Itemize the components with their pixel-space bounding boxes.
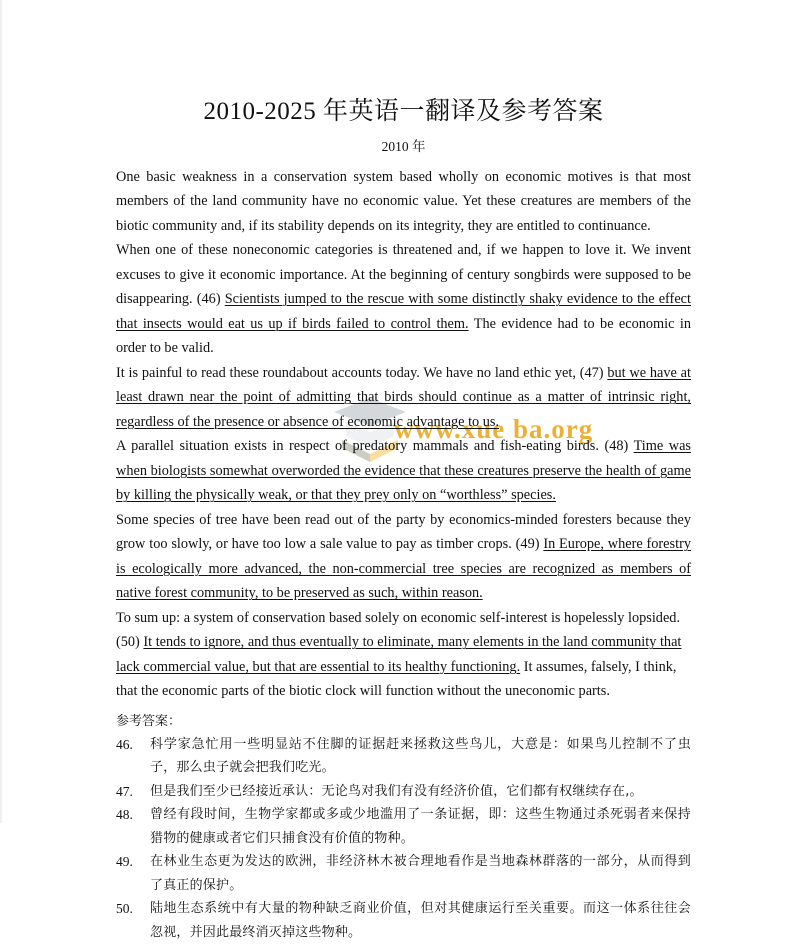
answer-row: [116, 780, 691, 804]
passage-text-run: One basic weakness in a conservation system based wholly on economic motives is that most members of the land community have no economic value. Yet these creatures are members of the biotic community and, if its stability depends on its integrity, they are entitled to continuance.: [116, 168, 691, 234]
answer-number: 47.: [116, 783, 133, 799]
answer-text: 曾经有段时间，生物学家都或多或少地滥用了一条证据，即：这些生物通过杀死弱者来保持猎物的健康或者它们只捕食没有价值的物种。: [150, 807, 691, 846]
answer-row: [116, 733, 691, 780]
answer-number: 46.: [116, 736, 133, 752]
passage-paragraph: [116, 238, 691, 361]
answer-text: 陆地生态系统中有大量的物种缺乏商业价值，但对其健康运行至关重要。而这一体系往往会忽视，并因此最终消灭掉这些物种。: [150, 901, 691, 940]
passage-paragraph: [116, 434, 691, 508]
page-title: 2010-2025 年英语一翻译及参考答案: [203, 98, 604, 125]
underlined-translation-sentence: It tends to ignore, and thus eventually to eliminate, many elements in the land community that lack commercial value, but that are essential to its healthy functioning.: [116, 634, 682, 675]
answer-row: [116, 850, 691, 897]
answer-text: 在林业生态更为发达的欧洲，非经济林木被合理地看作是当地森林群落的一部分，从而得到了真正的保护。: [150, 854, 691, 893]
underlined-translation-sentence: Time was when biologists somewhat overworded the evidence that these creatures preserve the health of game by killing the physically weak, or that they prey only on “worthless” species.: [116, 438, 692, 504]
answer-row: [116, 803, 691, 850]
underlined-translation-sentence: In Europe, where forestry is ecologically more advanced, the non-commercial tree species are recognized as members of native forest community, to be preserved as such, within reason.: [116, 536, 691, 602]
passage-paragraph: [116, 606, 691, 704]
passage-text-run: When one of these noneconomic categories is threatened and, if we happen to love it. We invent excuses to give it economic importance. At the beginning of century songbirds were supposed to be disappearing. (46): [116, 242, 691, 308]
answer-number: 48.: [116, 807, 133, 823]
passage-text-run: Some species of tree have been read out of the party by economics-minded foresters because they grow too slowly, or have too low a sale value to pay as timber crops. (49): [116, 511, 691, 553]
answers-section: [116, 704, 691, 944]
passage-text-run: A parallel situation exists in respect of predatory mammals and fish-eating birds. (48): [116, 438, 634, 455]
answer-number: 49.: [116, 854, 133, 870]
passage-paragraph: [116, 165, 691, 239]
year-subtitle: 2010 年: [381, 138, 426, 154]
passage-paragraph: [116, 361, 691, 435]
passage-text-run: To sum up: a system of conservation based solely on economic self-interest is hopelessly lopsided. (50): [116, 609, 681, 651]
answers-heading: 参考答案：: [116, 713, 182, 729]
answer-row: [116, 897, 691, 944]
answer-text: 但是我们至少已经接近承认：无论鸟对我们有没有经济价值，它们都有权继续存在,。: [150, 783, 643, 799]
passage-paragraph: [116, 508, 691, 606]
passage-text-run: It is painful to read these roundabout accounts today. We have no land ethic yet, (47): [116, 364, 608, 381]
answer-text: 科学家急忙用一些明显站不住脚的证据赶来拯救这些鸟儿，大意是：如果鸟儿控制不了虫子，那么虫子就会把我们吃光。: [150, 736, 691, 776]
passage-text-run: The evidence had to be economic in order to be valid.: [116, 315, 691, 357]
underlined-translation-sentence: Scientists jumped to the rescue with some distinctly shaky evidence to the effect that insects would eat us up if birds failed to control them.: [116, 291, 691, 332]
passage-body: [116, 155, 691, 704]
underlined-translation-sentence: but we have at least drawn near the point of admitting that birds should continue as a matter of intrinsic right, regardless of the presence or absence of economic advantage to us.: [116, 364, 691, 430]
answer-number: 50.: [116, 901, 133, 917]
watermark-text: www.xue ba.org: [394, 414, 594, 444]
passage-text-run: It assumes, falsely, I think, that the economic parts of the biotic clock will function without the uneconomic parts.: [116, 658, 677, 700]
